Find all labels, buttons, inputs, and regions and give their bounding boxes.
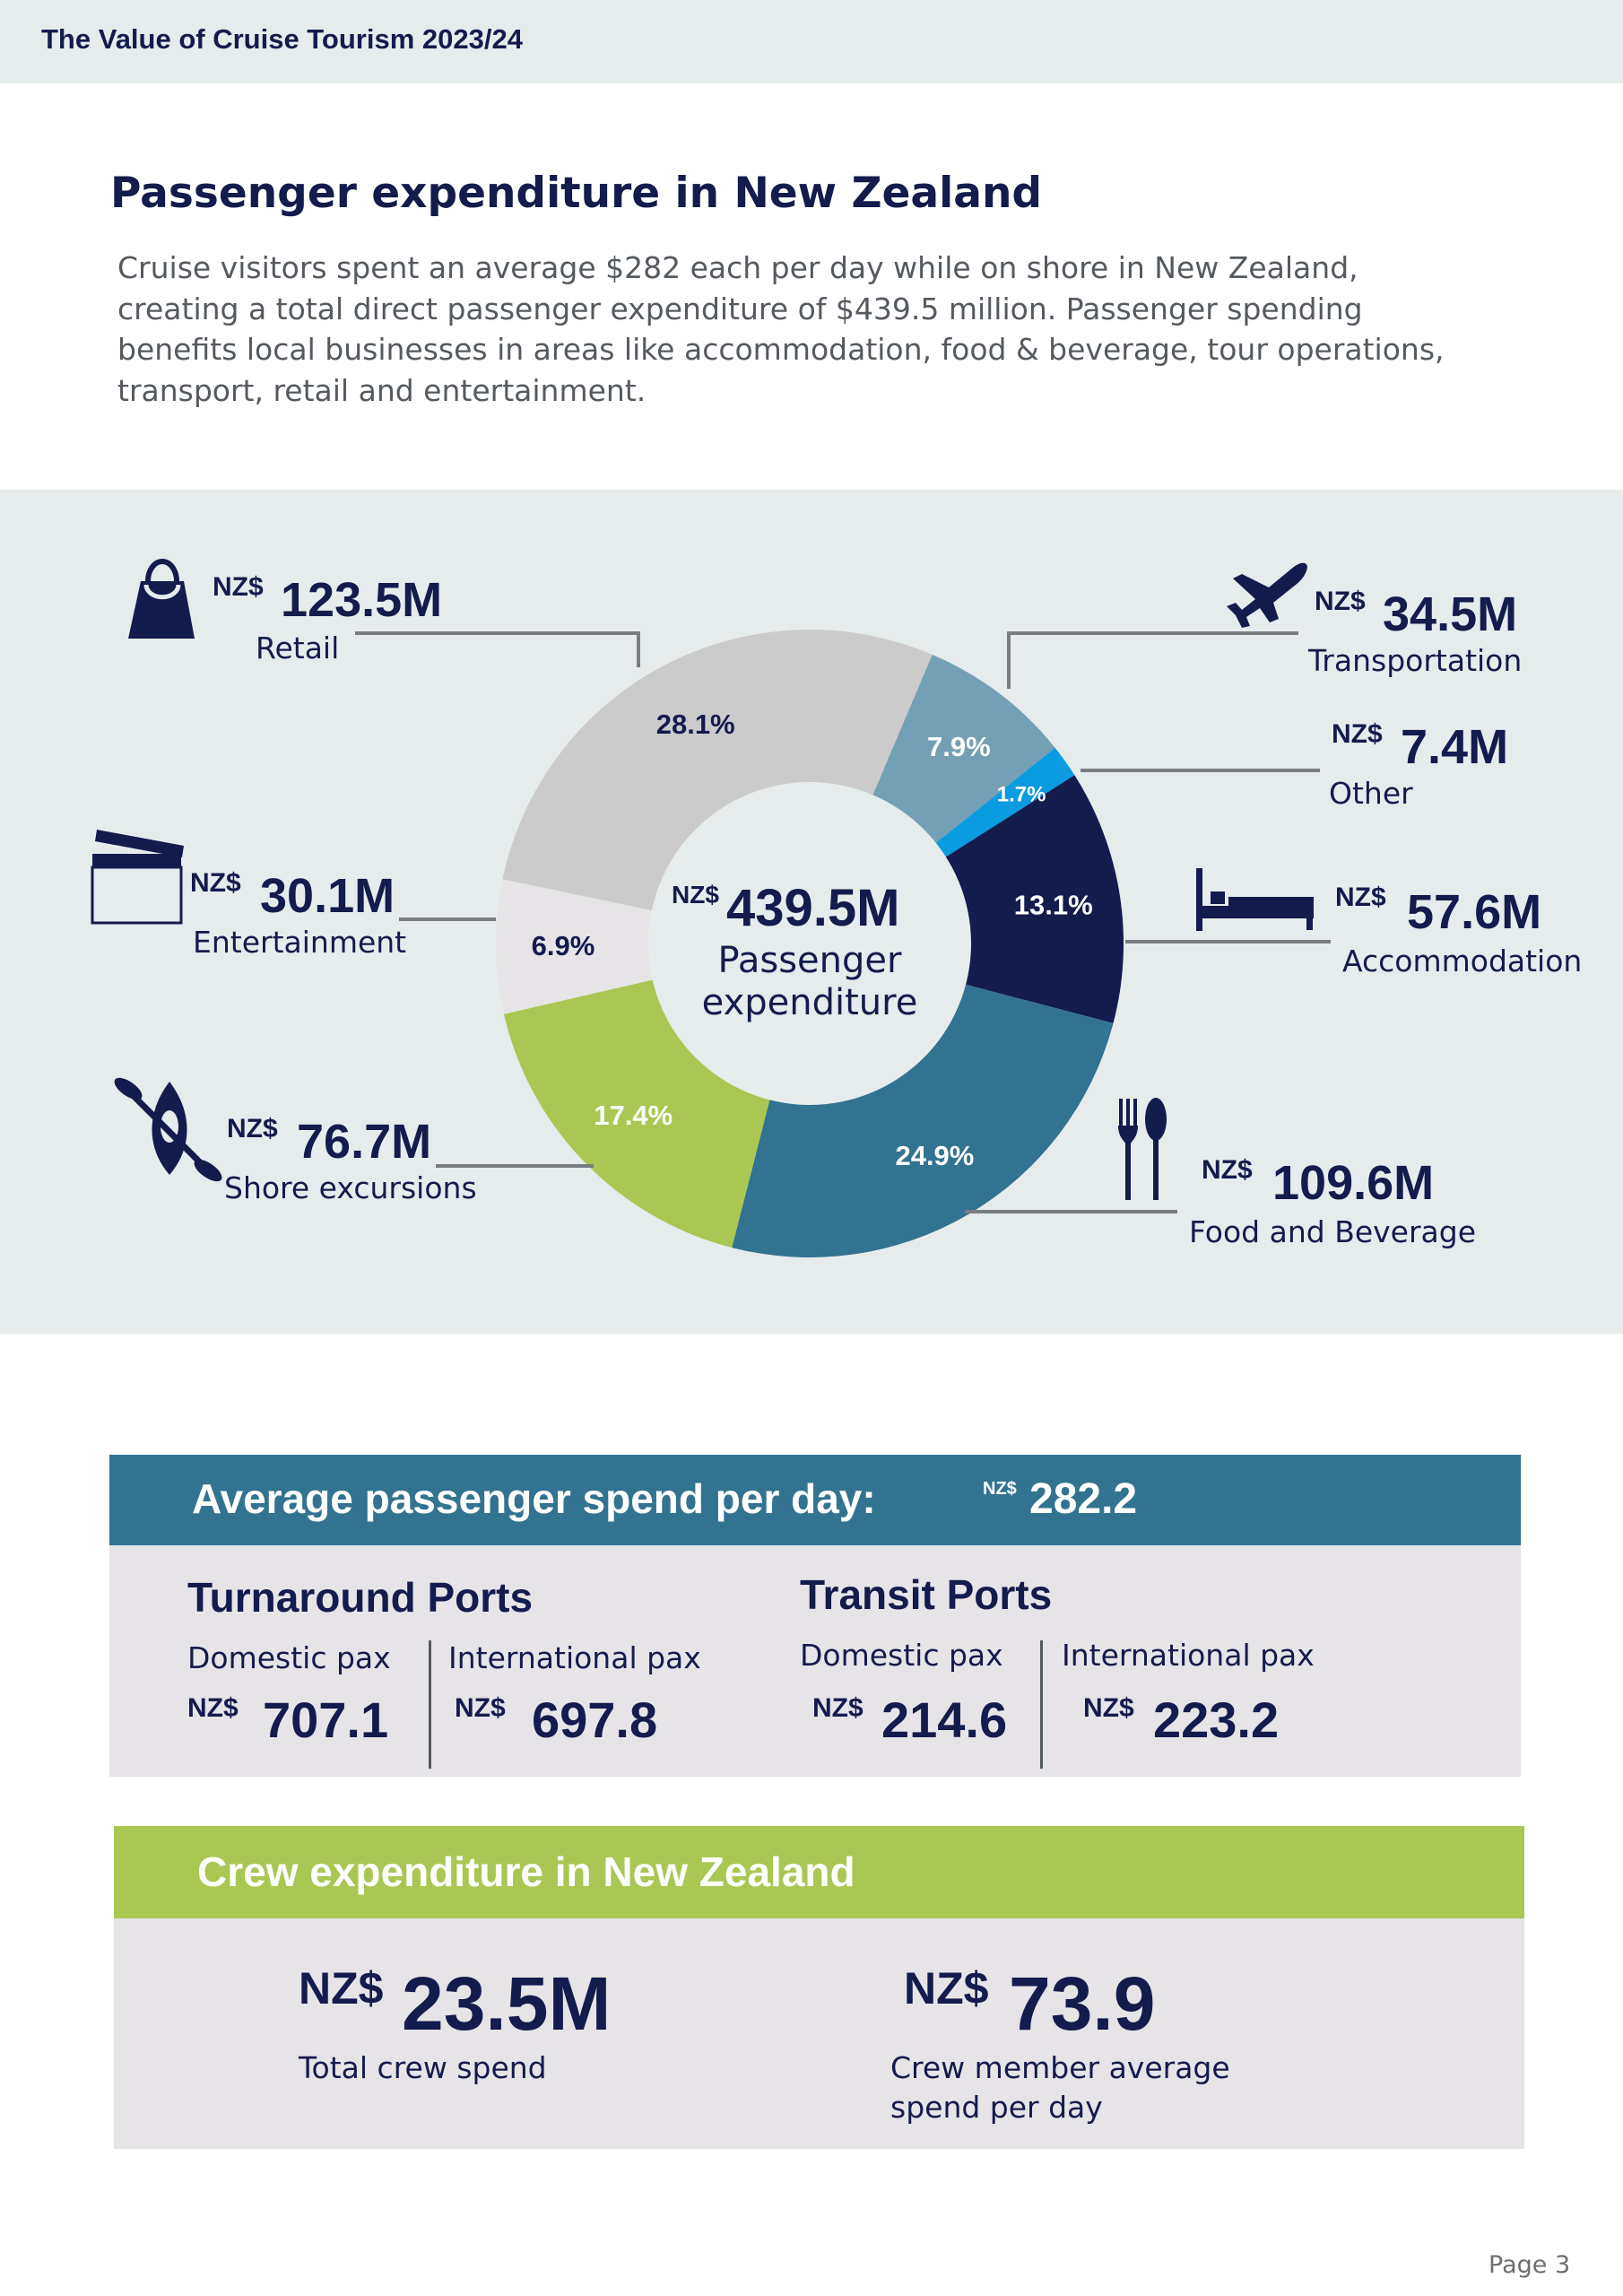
- shopping-bag-icon: [128, 561, 195, 639]
- transit-international-value: 223.2: [1153, 1692, 1280, 1748]
- turnaround-international-value: 697.8: [532, 1692, 658, 1748]
- amount: 30.1M: [260, 869, 395, 923]
- crew-title: Crew expenditure in New Zealand: [197, 1848, 855, 1895]
- turnaround-international-label: International pax: [448, 1640, 701, 1675]
- currency-label: NZ$: [812, 1693, 864, 1723]
- amount: 7.4M: [1401, 720, 1509, 774]
- percent-label-other: 1.7%: [996, 782, 1046, 807]
- amount: 123.5M: [281, 573, 443, 627]
- bed-icon: [1196, 868, 1314, 931]
- transit-international-label: International pax: [1062, 1638, 1315, 1673]
- category-name: Food and Beverage: [1189, 1214, 1477, 1249]
- intro-line: benefits local businesses in areas like accommodation, food & beverage, tour operations,: [117, 332, 1445, 367]
- currency-label: NZ$: [1083, 1693, 1134, 1723]
- intro-line: creating a total direct passenger expenditure of $439.5 million. Passenger spending: [117, 291, 1363, 326]
- turnaround-title: Turnaround Ports: [187, 1574, 534, 1621]
- crew-total-value: 23.5M: [402, 1961, 612, 2046]
- transit-domestic-label: Domestic pax: [800, 1638, 1003, 1673]
- category-name: Entertainment: [193, 925, 407, 960]
- currency-label: NZ$: [904, 1963, 989, 2013]
- transit-domestic-value: 214.6: [881, 1692, 1008, 1748]
- percent-label-shore: 17.4%: [594, 1100, 673, 1132]
- category-name: Retail: [256, 631, 340, 665]
- percent-label-transport: 7.9%: [927, 731, 991, 763]
- crew-daily-label-1: Crew member average: [890, 2050, 1230, 2085]
- avg-spend-value: 282.2: [1029, 1475, 1138, 1523]
- total-currency: NZ$: [672, 881, 719, 909]
- airplane-icon: [1227, 563, 1307, 628]
- total-label-1: Passenger: [717, 940, 902, 981]
- total-label-2: expenditure: [701, 982, 918, 1023]
- leader-retail: [355, 633, 638, 667]
- currency-label: NZ$: [1335, 883, 1386, 912]
- intro-line: Cruise visitors spent an average $282 each per day while on shore in New Zealand,: [117, 250, 1358, 285]
- percent-label-retail: 28.1%: [655, 709, 735, 741]
- percent-label-food: 24.9%: [895, 1140, 975, 1172]
- fork-spoon-icon: [1118, 1098, 1167, 1200]
- currency-label: NZ$: [213, 572, 264, 602]
- crew-daily-value: 73.9: [1009, 1961, 1156, 2046]
- currency-label: NZ$: [190, 868, 241, 898]
- clapperboard-icon: [92, 830, 184, 923]
- amount: 109.6M: [1272, 1156, 1435, 1210]
- crew-panel: [114, 1918, 1524, 2149]
- currency-label: NZ$: [455, 1693, 506, 1723]
- percent-label-entertainment: 6.9%: [531, 929, 595, 961]
- kayak-icon: [111, 1074, 226, 1186]
- turnaround-domestic-value: 707.1: [263, 1692, 389, 1748]
- amount: 57.6M: [1407, 885, 1542, 939]
- currency-label: NZ$: [187, 1693, 239, 1723]
- turnaround-domestic-label: Domestic pax: [187, 1640, 391, 1675]
- section-heading: Passenger expenditure in New Zealand: [110, 169, 1043, 218]
- avg-spend-currency: NZ$: [983, 1479, 1017, 1499]
- amount: 76.7M: [297, 1115, 432, 1169]
- crew-daily-label-2: spend per day: [890, 2090, 1103, 2125]
- crew-total-label: Total crew spend: [299, 2050, 547, 2085]
- total-value: 439.5M: [726, 879, 900, 937]
- divider: [1040, 1640, 1043, 1769]
- category-name: Other: [1329, 776, 1413, 811]
- category-name: Accommodation: [1342, 944, 1583, 978]
- currency-label: NZ$: [1332, 719, 1383, 749]
- avg-spend-title: Average passenger spend per day:: [192, 1475, 876, 1522]
- currency-label: NZ$: [227, 1114, 278, 1144]
- category-name: Shore excursions: [224, 1170, 477, 1205]
- currency-label: NZ$: [1202, 1155, 1253, 1185]
- page-number: Page 3: [1488, 2251, 1571, 2279]
- transit-title: Transit Ports: [800, 1571, 1053, 1618]
- percent-label-accommodation: 13.1%: [1013, 889, 1093, 921]
- leader-transport: [1009, 633, 1298, 689]
- currency-label: NZ$: [299, 1963, 384, 2013]
- amount: 34.5M: [1383, 587, 1518, 641]
- intro-line: transport, retail and entertainment.: [117, 372, 647, 408]
- document-title: The Value of Cruise Tourism 2023/24: [41, 23, 523, 55]
- category-name: Transportation: [1308, 643, 1523, 678]
- currency-label: NZ$: [1315, 587, 1366, 616]
- divider: [429, 1640, 431, 1769]
